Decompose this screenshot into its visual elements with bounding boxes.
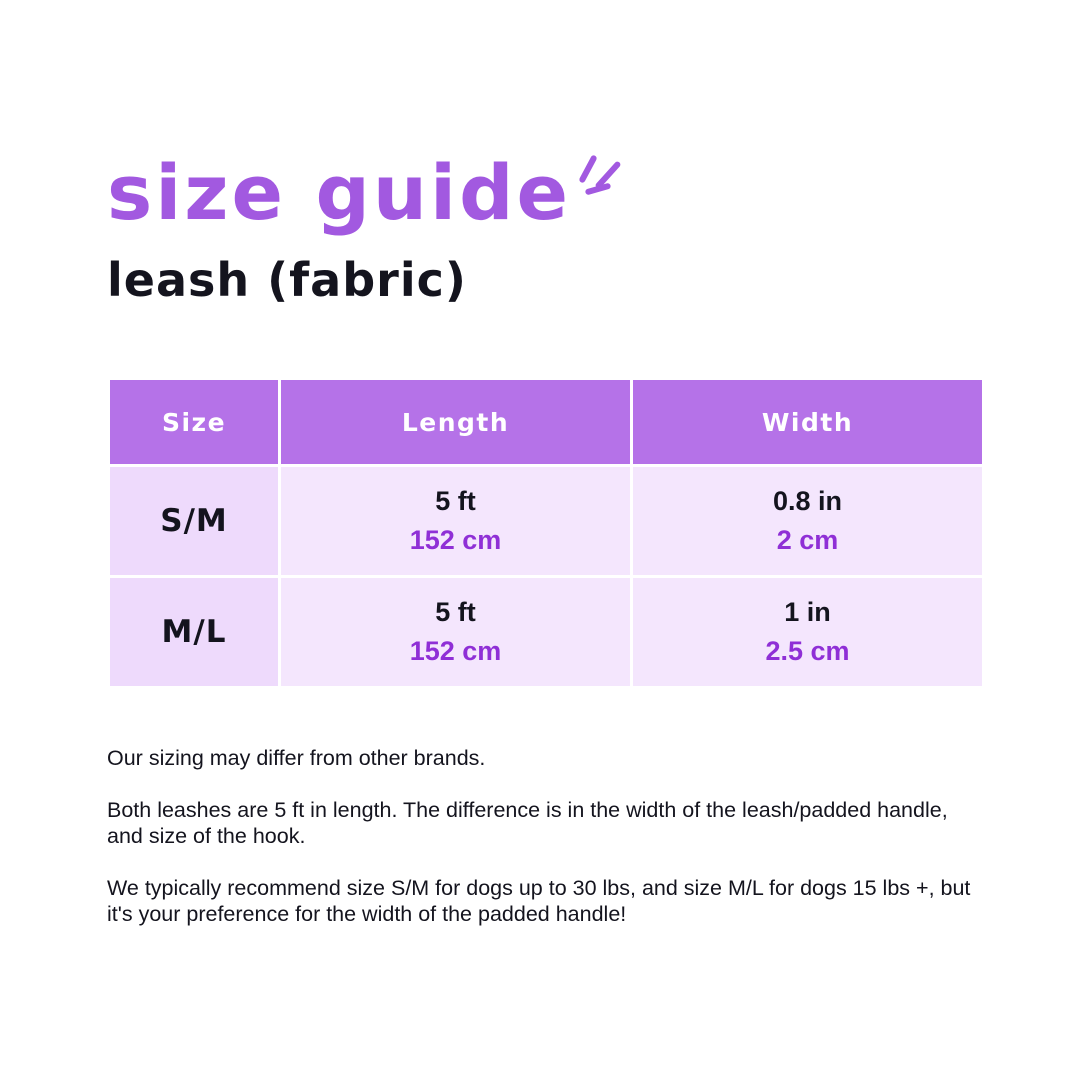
cell-size: S/M (110, 467, 278, 575)
cell-width (633, 578, 982, 686)
length-imperial: 5 ft (435, 486, 476, 516)
table-row (110, 467, 982, 575)
page-subtitle: leash (fabric) (107, 253, 467, 307)
title-row (107, 150, 571, 236)
width-metric: 2.5 cm (765, 636, 850, 666)
cell-length (281, 578, 630, 686)
header-block (107, 150, 987, 308)
cell-size: M/L (110, 578, 278, 686)
notes-block (107, 745, 977, 927)
width-imperial: 1 in (784, 597, 831, 627)
width-metric: 2 cm (776, 525, 839, 555)
cell-width (633, 467, 982, 575)
sparkle-icon (573, 150, 633, 210)
size-table (107, 377, 985, 689)
note-paragraph: Our sizing may differ from other brands. (107, 746, 486, 770)
length-imperial: 5 ft (435, 597, 476, 627)
cell-length (281, 467, 630, 575)
table-body (110, 467, 982, 686)
column-header-size: Size (110, 380, 278, 464)
table-header-row (110, 380, 982, 464)
note-paragraph: We typically recommend size S/M for dogs up to 30 lbs, and size M/L for dogs 15 lbs +, but it's your preference for the width of the padded handle! (107, 876, 971, 926)
column-header-width: Width (633, 380, 982, 464)
page-title: size guide (107, 148, 572, 237)
length-metric: 152 cm (409, 525, 502, 555)
width-imperial: 0.8 in (772, 486, 843, 516)
column-header-length: Length (281, 380, 630, 464)
table-row (110, 578, 982, 686)
length-metric: 152 cm (409, 636, 502, 666)
note-paragraph: Both leashes are 5 ft in length. The difference is in the width of the leash/padded handle, and size of the hook. (107, 798, 948, 848)
table-header (110, 380, 982, 464)
